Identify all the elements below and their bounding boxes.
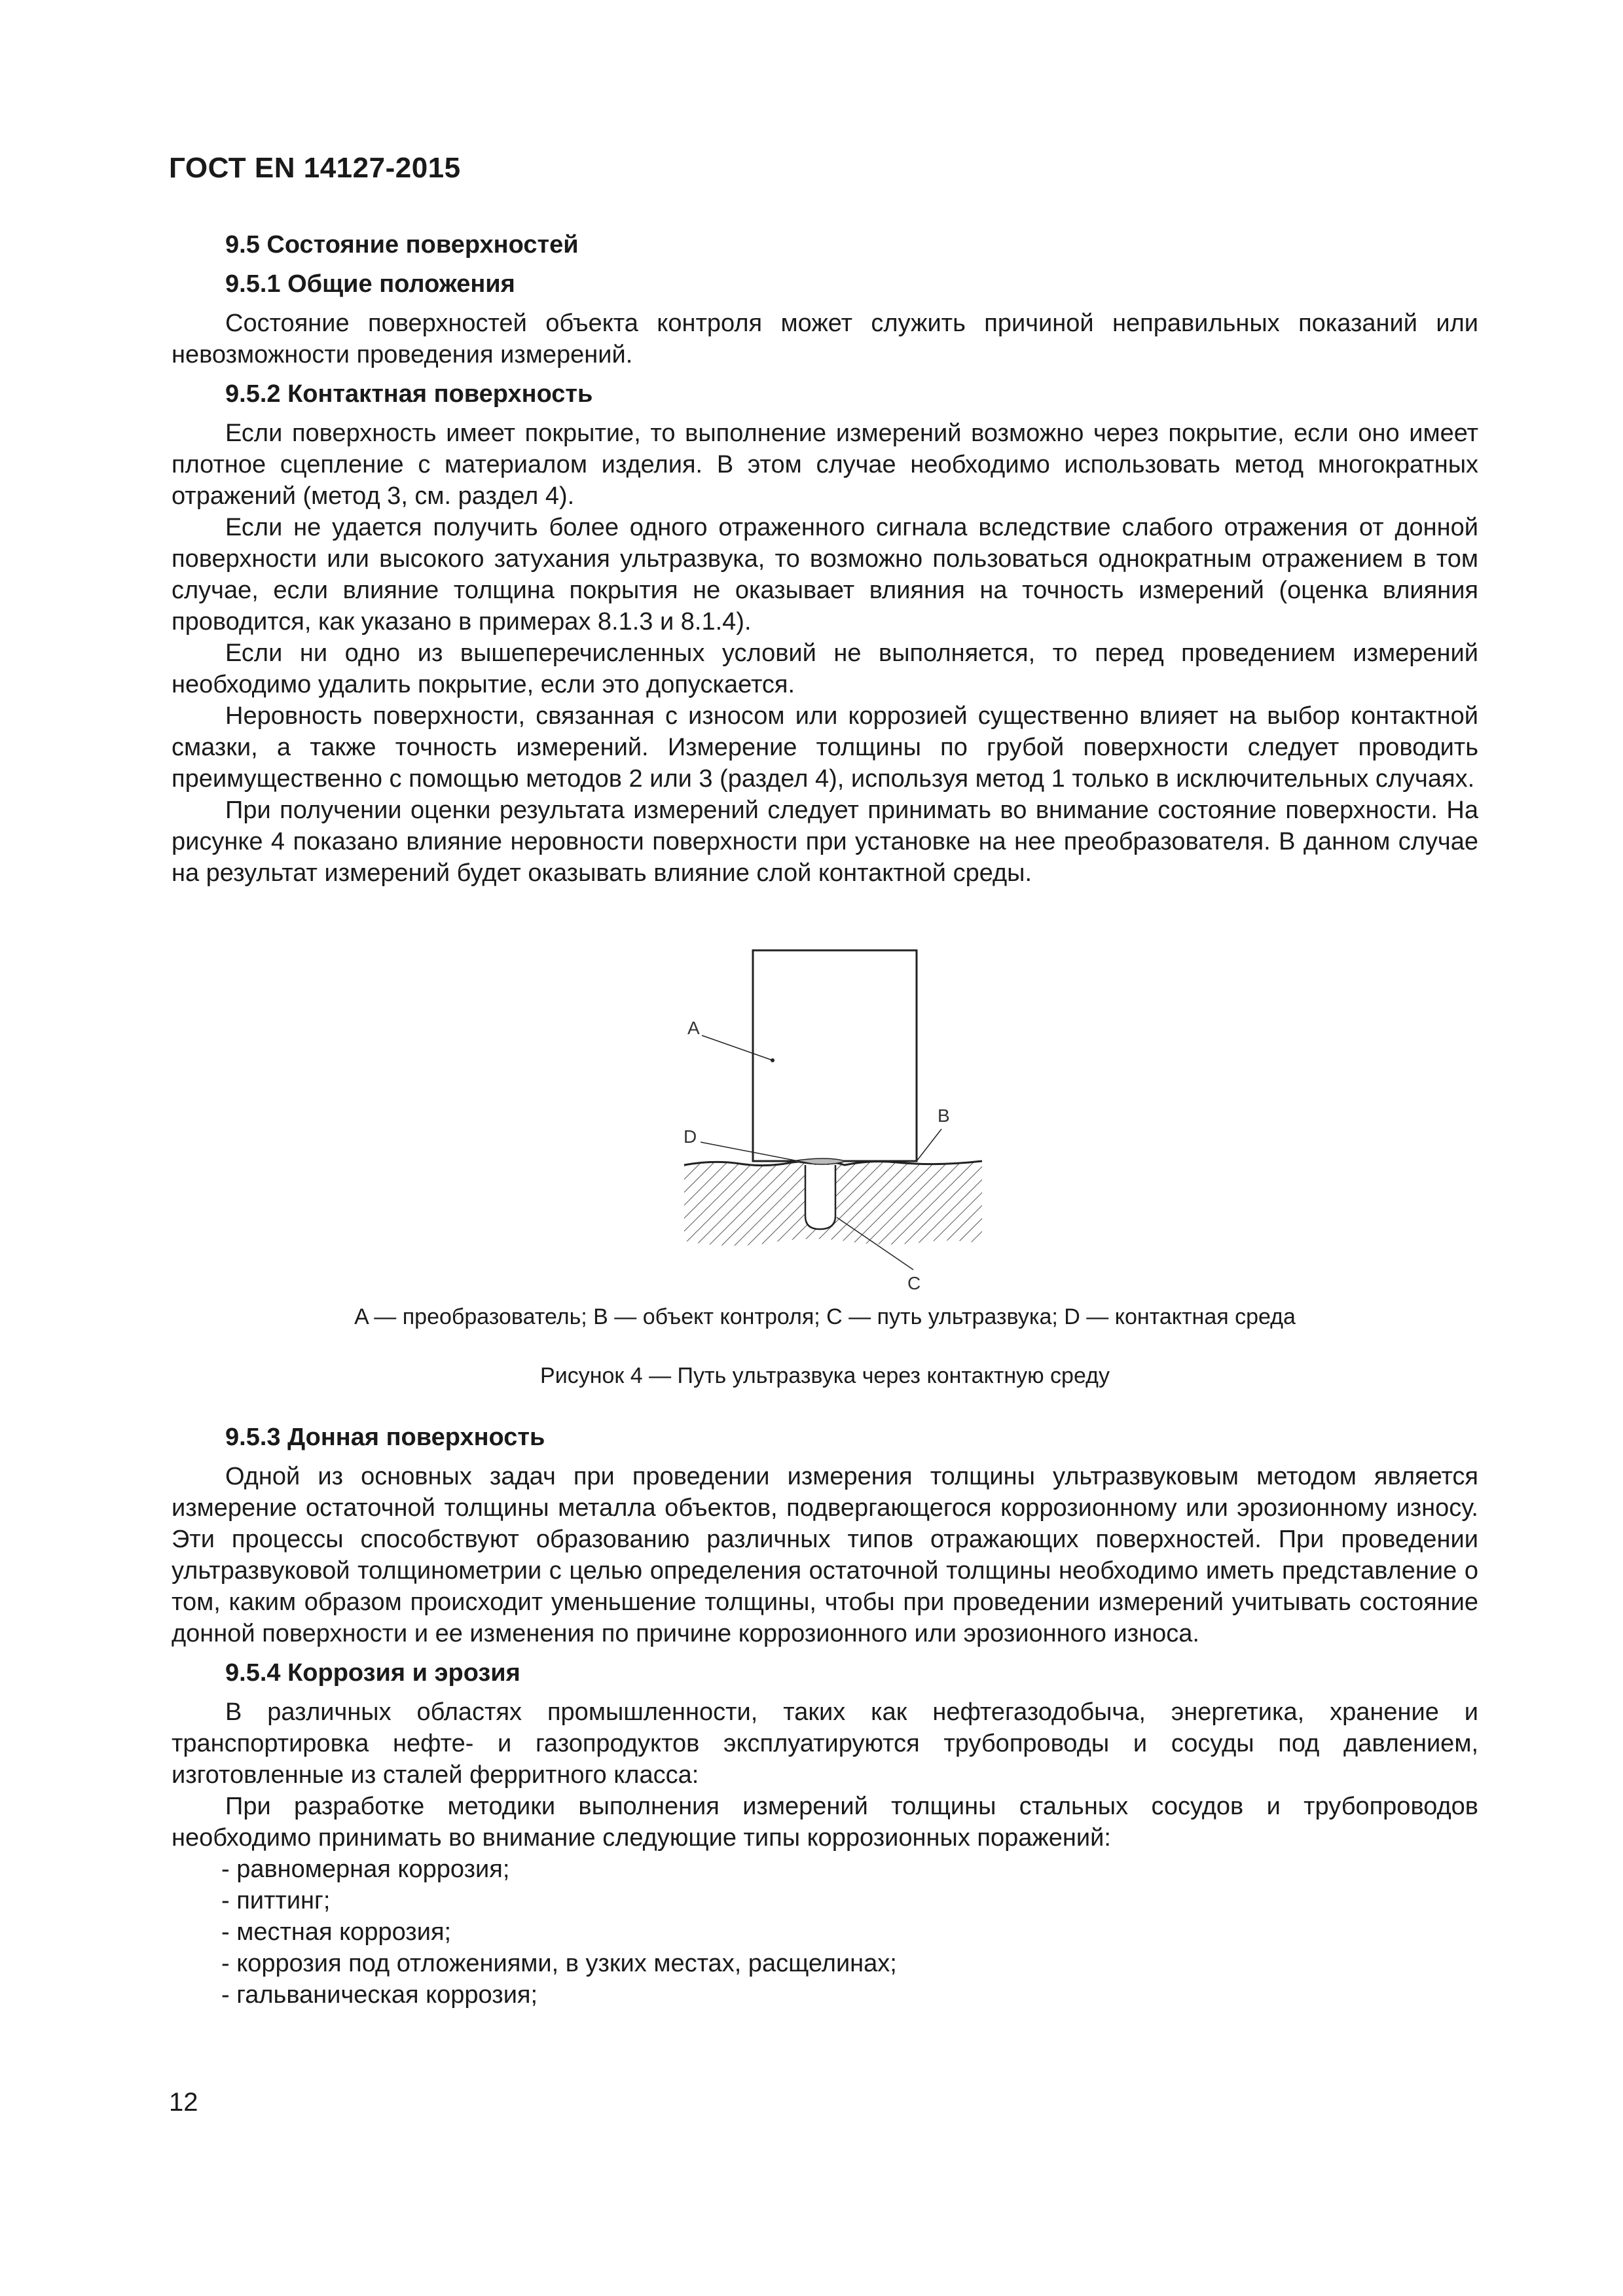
- leader-dot-a: [771, 1058, 775, 1062]
- label-c: C: [907, 1273, 921, 1293]
- paragraph-9-5-2-3: Если ни одно из вышеперечисленных условий не выполняется, то перед проведением измерений необходимо удалить покрытие, если это допускается.: [172, 639, 1478, 698]
- list-item: - гальваническая коррозия;: [221, 1981, 538, 2009]
- paragraph-9-5-2-1: Если поверхность имеет покрытие, то выполнение измерений возможно через покрытие, если оно имеет плотное сцепление с материалом изделия. В этом случае необходимо использовать метод многократных отражений (метод 3, см. раздел 4).: [172, 420, 1478, 510]
- list-item: - равномерная коррозия;: [221, 1856, 510, 1883]
- section-title-9-5-3: 9.5.3 Донная поверхность: [225, 1424, 545, 1451]
- document-header: ГОСТ EN 14127-2015: [169, 152, 461, 184]
- section-title-9-5: 9.5 Состояние поверхностей: [225, 231, 579, 259]
- ultrasound-path: [805, 1165, 835, 1229]
- section-9-5-3-block: [172, 1422, 1478, 2011]
- label-b: B: [938, 1105, 950, 1126]
- section-title-9-5-1: 9.5.1 Общие положения: [225, 270, 515, 298]
- figure-4-legend: A — преобразователь; B — объект контроля; C — путь ультразвука; D — контактная среда: [354, 1304, 1296, 1329]
- paragraph-9-5-2-5: При получении оценки результата измерений следует принимать во внимание состояние поверхности. На рисунке 4 показано влияние неровности поверхности при установке на нее преобразователя. В данном случае на результат измерений будет оказывать влияние слой контактной среды.: [172, 797, 1478, 887]
- paragraph-9-5-4-1: В различных областях промышленности, таких как нефтегазодобыча, энергетика, хранение и транспортировка нефте- и газопродуктов эксплуатируются трубопроводы и сосуды под давлением, изготовленные из сталей ферритного класса:: [172, 1698, 1478, 1789]
- transducer-body: [753, 950, 917, 1161]
- paragraph-9-5-4-2: При разработке методики выполнения измерений толщины стальных сосудов и трубопроводов необходимо принимать во внимание следующие типы коррозионных поражений:: [172, 1793, 1478, 1852]
- list-item: - коррозия под отложениями, в узких местах, расщелинах;: [221, 1950, 897, 1977]
- figure-4-caption: Рисунок 4 — Путь ультразвука через контактную среду: [540, 1363, 1110, 1388]
- paragraph-9-5-3: Одной из основных задач при проведении измерения толщины ультразвуковым методом является измерение остаточной толщины металла объектов, подвергающегося коррозионному или эрозионному износу. Эти процессы способствуют образованию различных типов отражающих поверхностей. При проведении ультразвуковой толщинометрии с целью определения остаточной толщины необходимо иметь представление о том, каким образом происходит уменьшение толщины, чтобы при проведении измерений учитывать состояние донной поверхности и ее изменения по причине коррозионного или эрозионного износа.: [172, 1463, 1478, 1647]
- leader-line-b: [917, 1129, 941, 1161]
- label-d: D: [684, 1126, 697, 1147]
- section-9-5-block: [172, 229, 1478, 889]
- paragraph-9-5-2-4: Неровность поверхности, связанная с износом или коррозией существенно влияет на выбор контактной смазки, а также точность измерений. Измерение толщины по грубой поверхности следует проводить преимущественно с помощью методов 2 или 3 (раздел 4), используя метод 1 только в исключительных случаях.: [172, 702, 1478, 793]
- page-number: 12: [169, 2088, 198, 2117]
- paragraph-9-5-1: Состояние поверхностей объекта контроля может служить причиной неправильных показаний или невозможности проведения измерений.: [172, 310, 1478, 368]
- section-title-9-5-4: 9.5.4 Коррозия и эрозия: [225, 1659, 520, 1687]
- list-item: - питтинг;: [221, 1887, 331, 1914]
- section-title-9-5-2: 9.5.2 Контактная поверхность: [225, 380, 593, 408]
- label-a: A: [687, 1018, 700, 1038]
- paragraph-9-5-2-2: Если не удается получить более одного отраженного сигнала вследствие слабого отражения от донной поверхности или высокого затухания ультразвука, то возможно пользоваться однократным отражением в том случае, если влияние толщина покрытия не оказывает влияния на точность измерений (оценка влияния проводится, как указано в примерах 8.1.3 и 8.1.4).: [172, 514, 1478, 636]
- figure-4-diagram: [674, 942, 989, 1296]
- list-item: - местная коррозия;: [221, 1918, 452, 1946]
